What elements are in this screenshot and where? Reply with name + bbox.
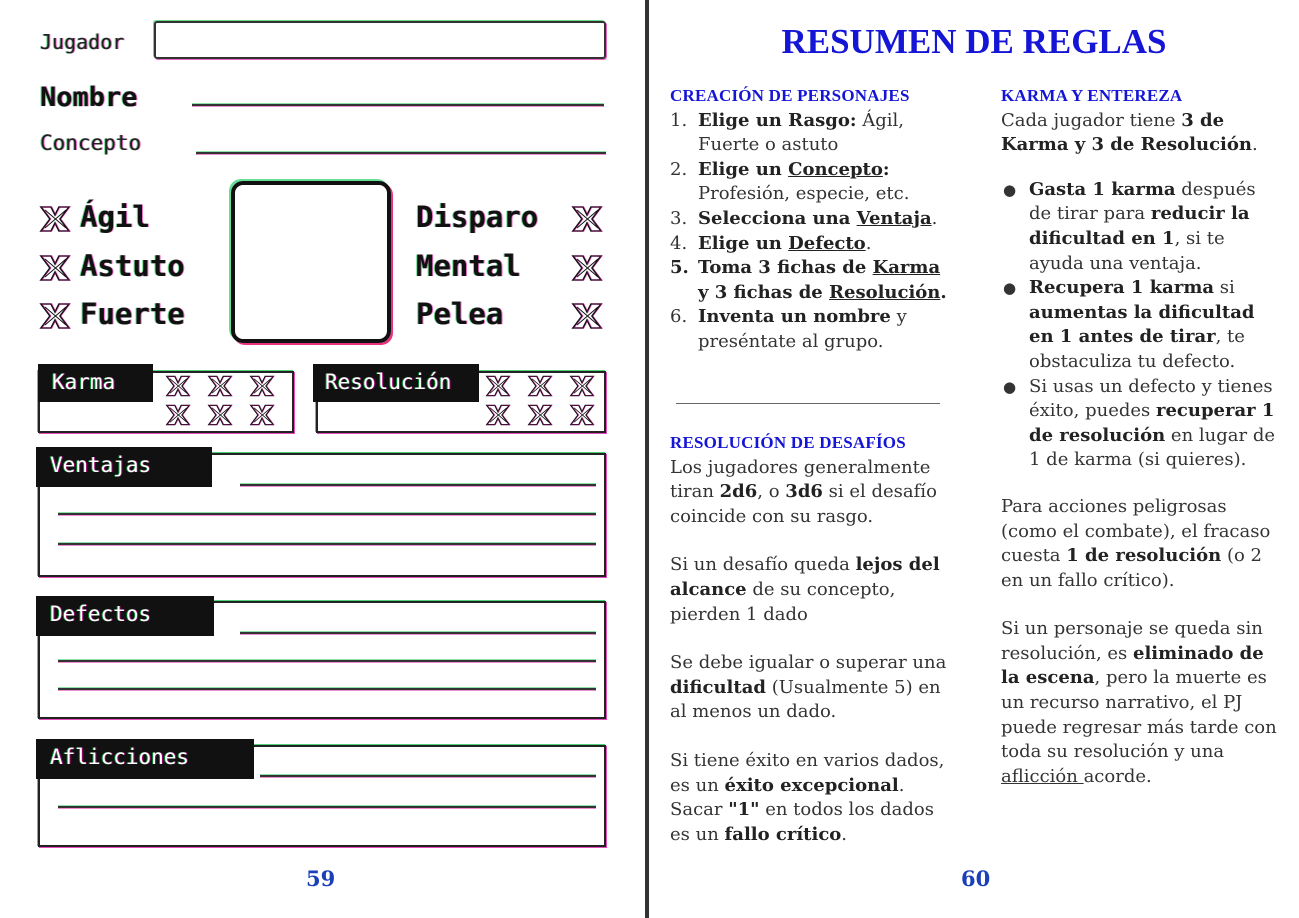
defectos-line[interactable] xyxy=(58,688,596,690)
x-mark-icon[interactable] xyxy=(38,301,72,331)
list-item: ● Recupera 1 karma si aumentas la dificultad en 1 antes de tirar, te obstaculiza tu defecto. xyxy=(1001,276,1283,374)
x-mark-icon[interactable] xyxy=(206,374,234,398)
x-mark-icon[interactable] xyxy=(38,204,72,234)
list-item: ● Gasta 1 karma después de tirar para reducir la dificultad en 1, si te ayuda una ventaja. xyxy=(1001,178,1283,276)
concepto-line[interactable] xyxy=(196,152,606,154)
karma-heading: KARMA Y ENTEREZA xyxy=(1001,86,1183,105)
defectos-label: Defectos xyxy=(50,602,152,626)
x-mark-icon[interactable] xyxy=(206,403,234,427)
x-mark-icon[interactable] xyxy=(484,403,512,427)
jugador-field[interactable] xyxy=(154,21,606,59)
karma-paragraph: Para acciones peligrosas (como el combate), el fracaso cuesta 1 de resolución (o 2 en un fallo crítico). xyxy=(1001,495,1271,591)
ventajas-line[interactable] xyxy=(58,513,596,515)
page-number-right: 60 xyxy=(961,866,991,891)
karma-intro: Cada jugador tiene 3 de Karma y 3 de Resolución. xyxy=(1001,109,1258,156)
creacion-heading: CREACIÓN DE PERSONAJES xyxy=(670,86,910,105)
defectos-line[interactable] xyxy=(58,660,596,662)
ventajas-line[interactable] xyxy=(58,543,596,545)
desafios-paragraph: Si un desafío queda lejos del alcance de su concepto, pierden 1 dado xyxy=(670,554,940,625)
karma-tag xyxy=(38,364,153,402)
defectos-line[interactable] xyxy=(240,632,596,634)
attr-fuerte: Fuerte xyxy=(80,297,185,331)
aflicciones-line[interactable] xyxy=(260,775,596,777)
ventajas-line[interactable] xyxy=(240,484,596,486)
page-divider xyxy=(645,0,649,918)
page-number-left: 59 xyxy=(306,866,336,891)
x-mark-icon[interactable] xyxy=(570,204,604,234)
section-divider xyxy=(676,403,940,404)
list-item: 5. Toma 3 fichas de Karma y 3 fichas de Resolución. xyxy=(670,257,947,303)
rules-column-right xyxy=(1001,84,1283,813)
karma-paragraph: Si un personaje se queda sin resolución, es eliminado de la escena, pero la muerte es un recurso narrativo, el PJ puede regresar más tarde con toda su resolución y una aflicción acorde. xyxy=(1001,618,1277,787)
list-item: 1. Elige un Rasgo: Ágil, Fuerte o astuto xyxy=(670,109,905,156)
attr-pelea: Pelea xyxy=(416,297,504,331)
attr-agil: Ágil xyxy=(80,200,150,234)
x-mark-icon[interactable] xyxy=(526,403,554,427)
x-mark-icon[interactable] xyxy=(570,301,604,331)
aflicciones-line[interactable] xyxy=(58,806,596,808)
x-mark-icon[interactable] xyxy=(164,403,192,427)
list-item: 4. Elige un Defecto. xyxy=(670,232,872,254)
attr-mental: Mental xyxy=(416,249,521,283)
creacion-list xyxy=(670,109,952,355)
nombre-label: Nombre xyxy=(40,82,138,113)
karma-label: Karma xyxy=(52,370,116,394)
desafios-heading: RESOLUCIÓN DE DESAFÍOS xyxy=(670,433,906,452)
ventajas-label: Ventajas xyxy=(50,453,152,477)
x-mark-icon[interactable] xyxy=(526,374,554,398)
desafios-paragraph: Los jugadores generalmente tiran 2d6, o 3d6 si el desafío coincide con su rasgo. xyxy=(670,456,937,527)
nombre-line[interactable] xyxy=(192,104,604,106)
rules-column-left-lower xyxy=(670,431,952,871)
jugador-label: Jugador xyxy=(40,30,125,54)
list-item: ● Si usas un defecto y tienes éxito, puedes recuperar 1 de resolución en lugar de 1 de karma (si quieres). xyxy=(1001,375,1283,473)
x-mark-icon[interactable] xyxy=(570,253,604,283)
x-mark-icon[interactable] xyxy=(164,374,192,398)
resolucion-label: Resolución xyxy=(325,370,452,394)
rules-title: RESUMEN DE REGLAS xyxy=(781,22,1167,61)
aflicciones-label: Aflicciones xyxy=(50,745,190,769)
desafios-paragraph: Se debe igualar o superar una dificultad (Usualmente 5) en al menos un dado. xyxy=(670,652,947,723)
x-mark-icon[interactable] xyxy=(568,374,596,398)
karma-list xyxy=(1001,178,1283,473)
list-item: 2. Elige un Concepto: Profesión, especie, etc. xyxy=(670,158,910,205)
concepto-label: Concepto xyxy=(40,131,142,155)
rules-column-left xyxy=(670,84,952,355)
list-item: 3. Selecciona una Ventaja. xyxy=(670,207,938,229)
character-sheet-page xyxy=(0,0,646,918)
desafios-paragraph: Si tiene éxito en varios dados, es un éxito excepcional. Sacar "1" en todos los dados es un fallo crítico. xyxy=(670,749,945,845)
x-mark-icon[interactable] xyxy=(38,253,72,283)
x-mark-icon[interactable] xyxy=(568,403,596,427)
aflicciones-tag xyxy=(36,739,254,779)
list-item: 6. Inventa un nombre y preséntate al grupo. xyxy=(670,306,907,352)
ventajas-tag xyxy=(36,447,212,487)
defectos-tag xyxy=(36,596,214,636)
x-mark-icon[interactable] xyxy=(248,374,276,398)
attr-disparo: Disparo xyxy=(416,200,539,234)
resolucion-tag xyxy=(313,364,479,402)
x-mark-icon[interactable] xyxy=(248,403,276,427)
portrait-frame[interactable] xyxy=(231,181,391,343)
attr-astuto: Astuto xyxy=(80,249,185,283)
x-mark-icon[interactable] xyxy=(484,374,512,398)
